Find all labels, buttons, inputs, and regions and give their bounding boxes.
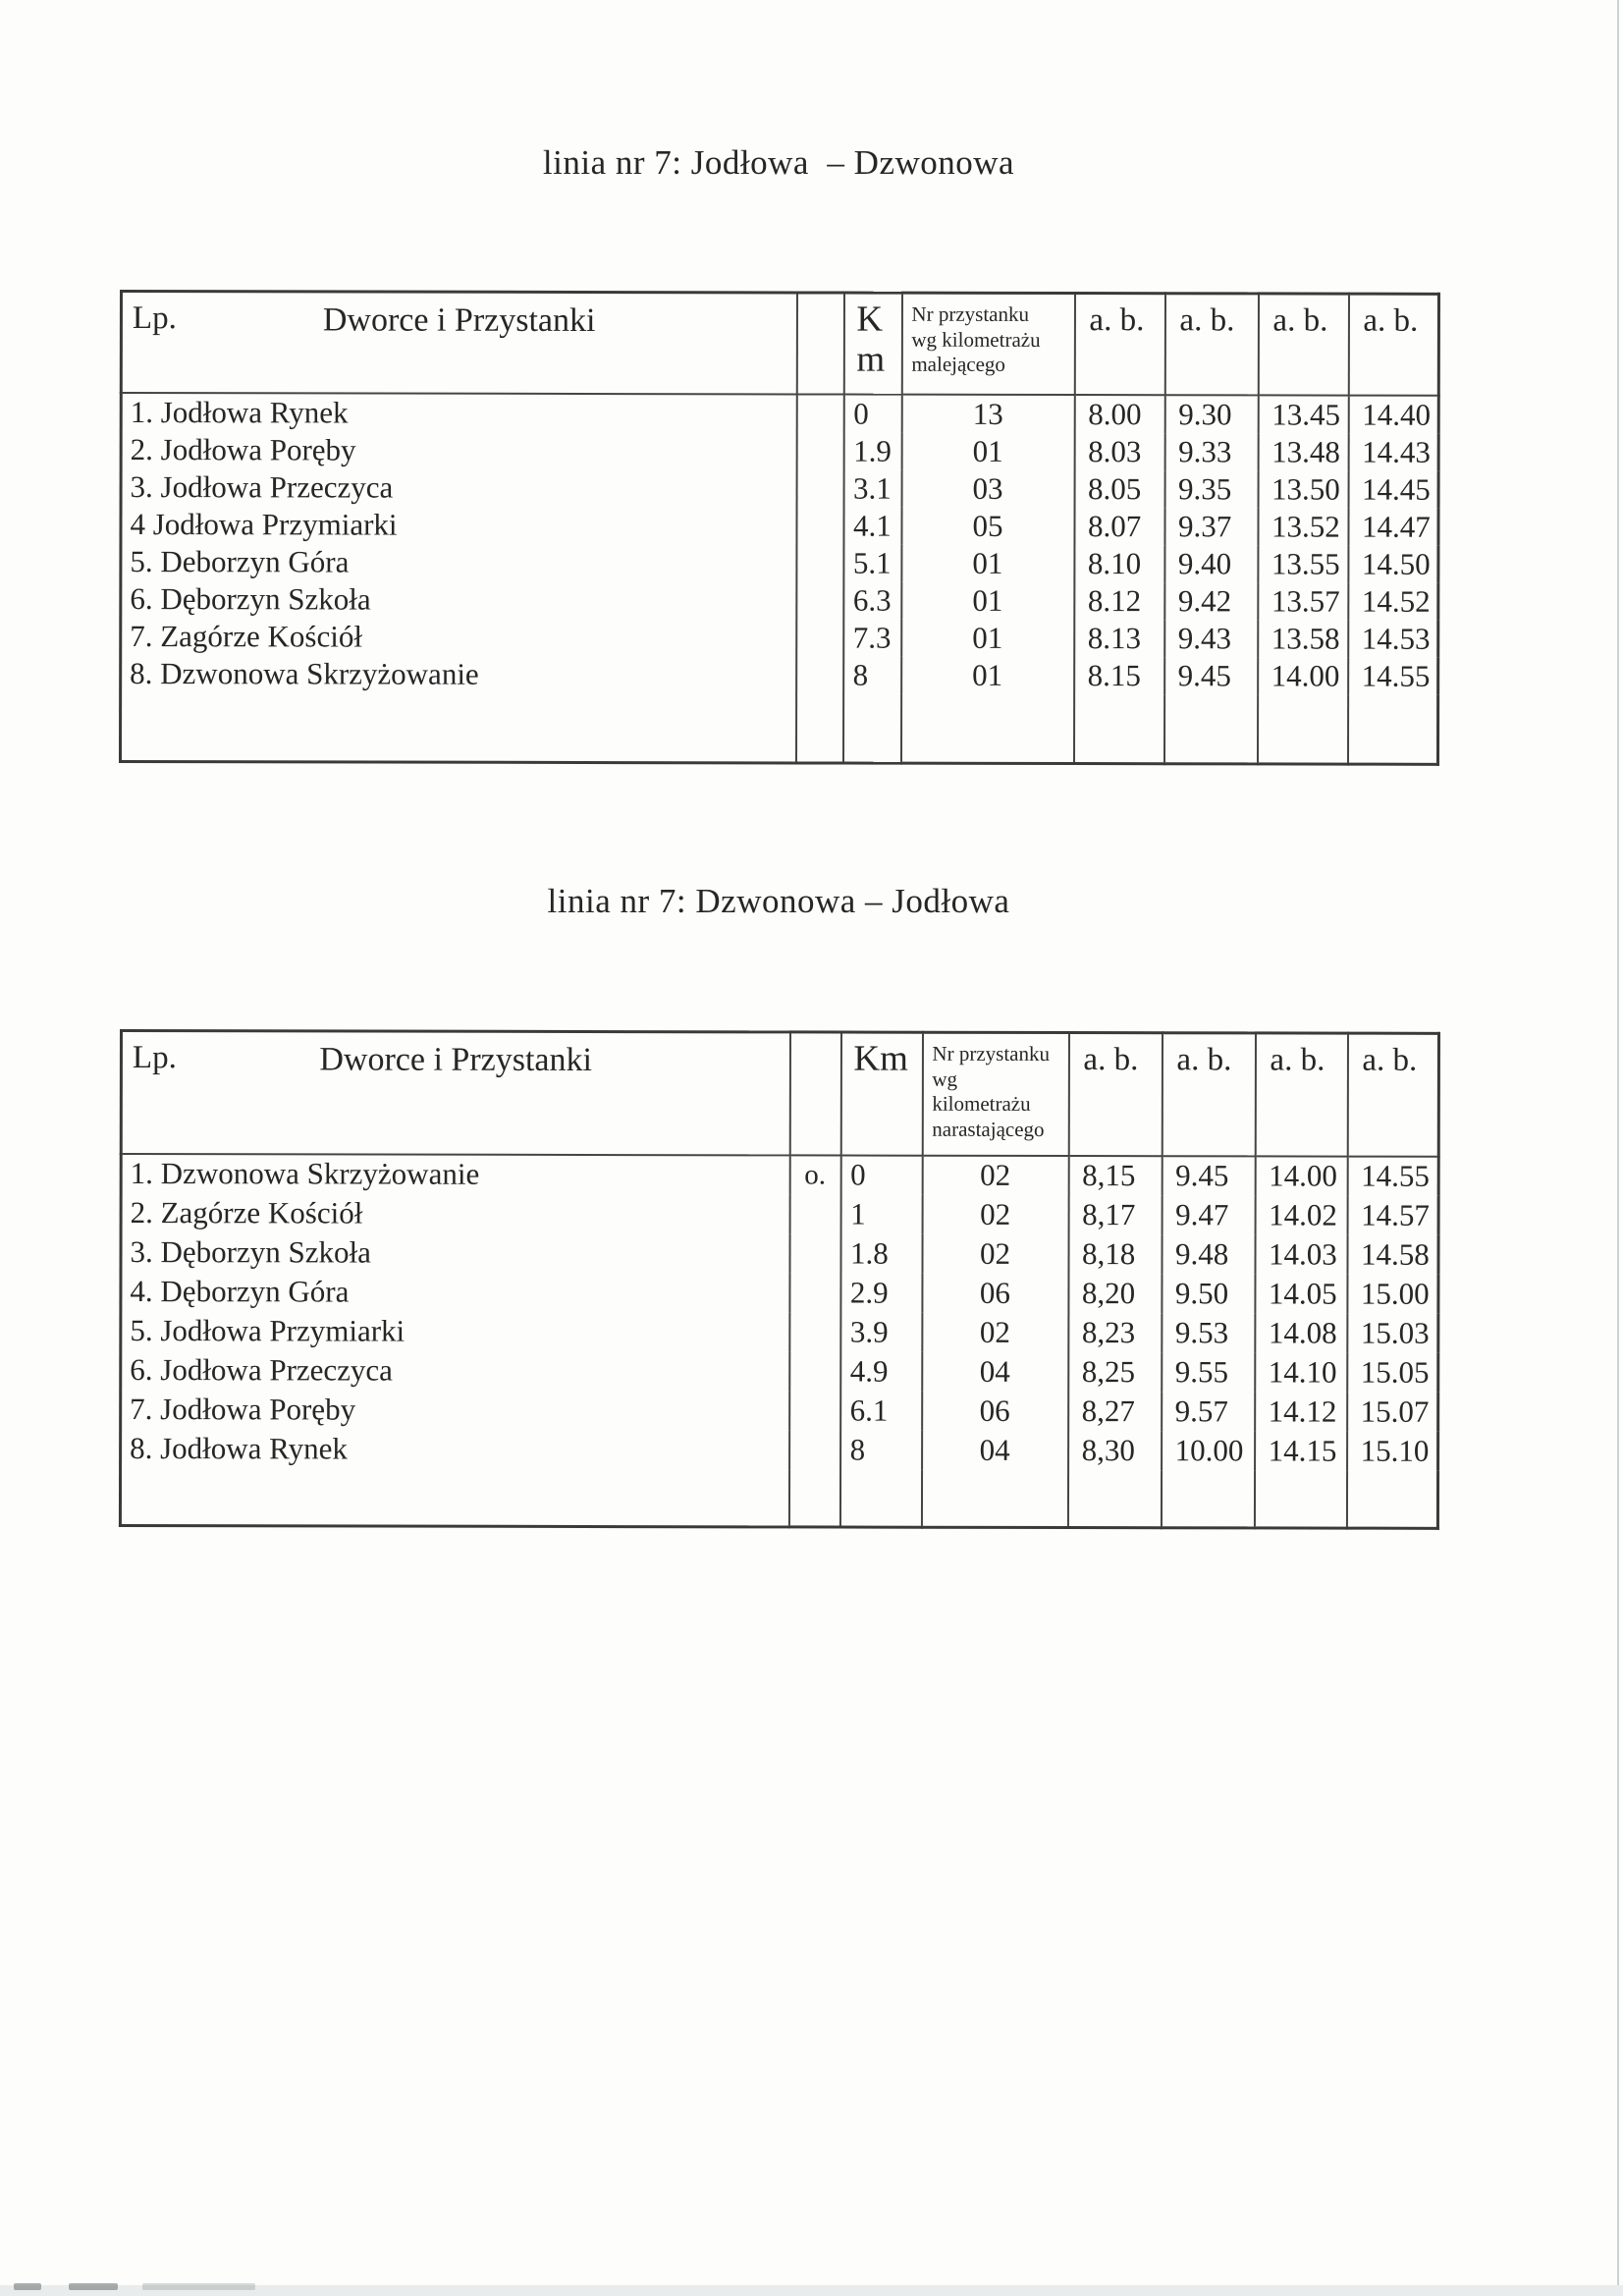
time-cell: 14.15	[1255, 1431, 1347, 1470]
mark-cell	[789, 1351, 840, 1391]
time-cell: 14.08	[1255, 1313, 1347, 1352]
stop-number-cell: 01	[901, 619, 1074, 656]
stops-header-cell	[121, 292, 796, 394]
stop-number-header-line3: kilometrażu	[932, 1091, 1031, 1117]
time-cell: 8,25	[1068, 1352, 1162, 1392]
stop-number-cell: 02	[922, 1194, 1068, 1233]
stop-name-cell: 6. Dęborzyn Szkoła	[121, 580, 796, 619]
time-cell: 10.00	[1162, 1431, 1255, 1470]
km-cell: 8	[840, 1430, 922, 1469]
time-cell: 15.07	[1347, 1392, 1438, 1431]
time-cell: 8,18	[1068, 1234, 1162, 1274]
stop-name-cell: 3. Jodłowa Przeczyca	[121, 468, 796, 507]
km-header-line1: K	[856, 299, 884, 340]
timetable-row	[121, 1311, 1438, 1353]
time-cell: 15.00	[1347, 1274, 1438, 1313]
ab-header-cell: a. b.	[1348, 294, 1438, 395]
stop-number-cell: 02	[922, 1312, 1068, 1351]
timetable-row	[121, 1390, 1438, 1432]
time-cell: 9.37	[1164, 508, 1258, 545]
timetable-row	[121, 431, 1438, 471]
stop-number-cell: 02	[922, 1155, 1068, 1194]
time-cell: 14.55	[1348, 657, 1438, 694]
time-cell: 9.45	[1162, 1156, 1255, 1195]
time-cell: 15.05	[1347, 1352, 1438, 1392]
km-cell: 1.9	[843, 432, 901, 469]
table-filler-row	[120, 692, 1437, 765]
stop-number-cell: 13	[901, 394, 1074, 432]
stop-name-cell: 8. Jodłowa Rynek	[121, 1429, 789, 1469]
stop-name-cell: 7. Jodłowa Poręby	[121, 1390, 789, 1430]
mark-cell	[796, 507, 843, 544]
lp-header: Lp.	[132, 301, 177, 337]
stop-number-cell: 06	[922, 1391, 1068, 1430]
mark-header-cell	[789, 1032, 840, 1155]
mark-cell	[789, 1194, 840, 1233]
time-cell: 14.57	[1347, 1195, 1438, 1234]
timetable-row	[121, 1429, 1438, 1471]
stop-name-cell: 5. Deborzyn Góra	[121, 543, 796, 581]
timetable-row	[121, 1350, 1438, 1393]
time-cell: 14.00	[1258, 657, 1348, 694]
time-cell: 9.53	[1162, 1313, 1255, 1352]
mark-cell	[796, 656, 843, 693]
km-cell: 0	[843, 394, 901, 432]
time-cell: 13.58	[1258, 620, 1348, 657]
time-cell: 9.43	[1164, 620, 1258, 657]
time-cell: 14.12	[1255, 1392, 1347, 1431]
km-cell: 4.9	[840, 1351, 922, 1391]
mark-cell	[789, 1312, 840, 1351]
route-title-return: linia nr 7: Dzwonowa – Jodłowa	[547, 882, 1010, 920]
ab-header-cell: a. b.	[1074, 294, 1164, 395]
time-cell: 14.47	[1348, 508, 1438, 545]
ab-header-cell: a. b.	[1164, 294, 1258, 395]
time-cell: 15.10	[1347, 1431, 1438, 1470]
ab-header-cell: a. b.	[1258, 294, 1348, 395]
stops-header-cell	[121, 1031, 789, 1155]
stop-number-header-line3: malejącego	[911, 352, 1005, 377]
stops-header: Dworce i Przystanki	[319, 1041, 593, 1079]
time-cell: 14.40	[1348, 395, 1438, 433]
time-cell: 14.53	[1348, 620, 1438, 657]
time-cell: 8.15	[1074, 657, 1164, 694]
stop-number-cell: 03	[901, 469, 1074, 507]
stop-name-cell: 4. Dęborzyn Góra	[121, 1272, 789, 1312]
km-cell: 2.9	[840, 1273, 922, 1312]
time-cell: 15.03	[1347, 1313, 1438, 1352]
time-cell: 13.55	[1258, 545, 1348, 582]
km-cell: 4.1	[843, 507, 901, 544]
km-header-cell	[843, 293, 901, 394]
timetable-header-row	[121, 292, 1438, 396]
stop-name-cell: 4 Jodłowa Przymiarki	[121, 506, 796, 544]
km-cell: 8	[843, 656, 901, 693]
time-cell: 8,23	[1068, 1313, 1162, 1352]
km-cell: 1.8	[840, 1233, 922, 1273]
mark-cell	[796, 394, 843, 432]
time-cell: 13.50	[1258, 470, 1348, 508]
timetable-row	[121, 393, 1438, 434]
km-cell: 3.9	[840, 1312, 922, 1351]
stop-name-cell: 5. Jodłowa Przymiarki	[121, 1311, 789, 1351]
stop-number-header-line4: narastającego	[932, 1117, 1045, 1141]
stop-number-cell: 04	[922, 1430, 1068, 1469]
time-cell: 8.03	[1074, 433, 1164, 470]
time-cell: 14.52	[1348, 582, 1438, 620]
timetable-row	[121, 468, 1438, 509]
time-cell: 9.57	[1162, 1392, 1255, 1431]
time-cell: 14.50	[1348, 545, 1438, 582]
time-cell: 9.35	[1164, 470, 1258, 508]
mark-cell	[789, 1233, 840, 1273]
mark-header-cell	[796, 293, 843, 394]
timetable-row	[121, 618, 1438, 658]
timetable-row	[121, 1154, 1438, 1196]
time-cell: 14.58	[1347, 1234, 1438, 1274]
time-cell: 8.13	[1074, 620, 1164, 657]
time-cell: 9.42	[1164, 582, 1258, 620]
stop-number-header-line1: Nr przystanku	[911, 301, 1030, 326]
km-cell: 6.3	[843, 581, 901, 619]
time-cell: 8.00	[1074, 395, 1164, 433]
timetable-row	[121, 1232, 1438, 1275]
stop-name-cell: 3. Dęborzyn Szkoła	[121, 1232, 789, 1273]
time-cell: 8,30	[1068, 1431, 1162, 1470]
mark-cell	[789, 1430, 840, 1469]
km-cell: 1	[840, 1194, 922, 1233]
km-cell: 6.1	[840, 1391, 922, 1430]
stop-number-cell: 02	[922, 1233, 1068, 1273]
scan-artifact-smudge	[69, 2283, 118, 2290]
stop-number-cell: 01	[901, 432, 1074, 469]
time-cell: 14.55	[1347, 1156, 1438, 1195]
timetable-outbound	[119, 290, 1440, 766]
time-cell: 8.10	[1074, 545, 1164, 582]
time-cell: 9.48	[1162, 1234, 1255, 1274]
time-cell: 9.45	[1164, 657, 1258, 694]
table-filler-row	[120, 1468, 1437, 1529]
time-cell: 9.30	[1164, 395, 1258, 433]
time-cell: 8,17	[1068, 1195, 1162, 1234]
km-header-line2: m	[856, 339, 886, 380]
stop-name-cell: 2. Zagórze Kościół	[121, 1193, 789, 1233]
scan-artifact-smudge	[14, 2283, 41, 2290]
timetable-row	[121, 1193, 1438, 1235]
scan-artifact-right-line	[1617, 0, 1619, 2296]
time-cell: 8.07	[1074, 508, 1164, 545]
stop-number-cell: 01	[901, 581, 1074, 619]
stop-name-cell: 2. Jodłowa Poręby	[121, 431, 796, 469]
time-cell: 9.40	[1164, 545, 1258, 582]
km-cell: 7.3	[843, 619, 901, 656]
time-cell: 9.55	[1162, 1352, 1255, 1392]
km-cell: 5.1	[843, 544, 901, 581]
stop-name-cell: 6. Jodłowa Przeczyca	[121, 1350, 789, 1391]
timetable-return	[119, 1029, 1440, 1530]
time-cell: 8.12	[1074, 582, 1164, 620]
stop-number-header-cell	[901, 293, 1074, 394]
mark-cell	[796, 619, 843, 656]
route-title-outbound: linia nr 7: Jodłowa – Dzwonowa	[542, 143, 1015, 182]
mark-cell	[789, 1273, 840, 1312]
time-cell: 14.10	[1255, 1352, 1347, 1392]
stop-number-cell: 01	[901, 544, 1074, 581]
scan-artifact-smudge	[142, 2283, 255, 2290]
stop-number-cell: 01	[901, 656, 1074, 693]
time-cell: 14.43	[1348, 433, 1438, 470]
km-cell: 3.1	[843, 469, 901, 507]
timetable-row	[121, 655, 1438, 695]
mark-cell: o.	[789, 1155, 840, 1194]
ab-header-cell: a. b.	[1347, 1033, 1438, 1156]
time-cell: 14.02	[1255, 1195, 1347, 1234]
mark-cell	[796, 432, 843, 469]
stop-number-cell: 06	[922, 1273, 1068, 1312]
mark-cell	[796, 469, 843, 507]
time-cell: 9.50	[1162, 1274, 1255, 1313]
timetable-row	[121, 506, 1438, 546]
stop-number-header-cell	[922, 1032, 1068, 1155]
km-header-cell: Km	[840, 1032, 922, 1155]
time-cell: 8,15	[1068, 1156, 1162, 1195]
ab-header-cell: a. b.	[1255, 1033, 1347, 1156]
time-cell: 13.52	[1258, 508, 1348, 545]
time-cell: 14.45	[1348, 470, 1438, 508]
timetable-row	[121, 580, 1438, 621]
stop-number-cell: 05	[901, 507, 1074, 544]
stop-name-cell: 8. Dzwonowa Skrzyżowanie	[121, 655, 796, 693]
time-cell: 13.57	[1258, 582, 1348, 620]
stop-name-cell: 1. Dzwonowa Skrzyżowanie	[121, 1154, 789, 1194]
time-cell: 14.05	[1255, 1274, 1347, 1313]
time-cell: 13.45	[1258, 395, 1348, 433]
time-cell: 8,20	[1068, 1274, 1162, 1313]
km-cell: 0	[840, 1155, 922, 1194]
timetable-row	[121, 543, 1438, 583]
stop-number-header-line2: wg	[932, 1066, 958, 1091]
stops-header: Dworce i Przystanki	[322, 301, 596, 340]
stop-number-cell: 04	[922, 1351, 1068, 1391]
mark-cell	[796, 581, 843, 619]
stop-name-cell: 7. Zagórze Kościół	[121, 618, 796, 656]
ab-header-cell: a. b.	[1162, 1033, 1255, 1156]
stop-name-cell: 1. Jodłowa Rynek	[121, 393, 796, 432]
timetable-row	[121, 1272, 1438, 1314]
time-cell: 8,27	[1068, 1392, 1162, 1431]
lp-header: Lp.	[132, 1040, 177, 1076]
stop-number-header-line2: wg kilometrażu	[911, 327, 1041, 352]
time-cell: 14.00	[1255, 1156, 1347, 1195]
stop-number-header-line1: Nr przystanku	[932, 1041, 1051, 1066]
mark-cell	[796, 544, 843, 581]
time-cell: 8.05	[1074, 470, 1164, 508]
timetable-header-row	[121, 1031, 1438, 1157]
time-cell: 9.33	[1164, 433, 1258, 470]
time-cell: 13.48	[1258, 433, 1348, 470]
mark-cell	[789, 1391, 840, 1430]
ab-header-cell: a. b.	[1068, 1033, 1162, 1156]
time-cell: 9.47	[1162, 1195, 1255, 1234]
time-cell: 14.03	[1255, 1234, 1347, 1274]
